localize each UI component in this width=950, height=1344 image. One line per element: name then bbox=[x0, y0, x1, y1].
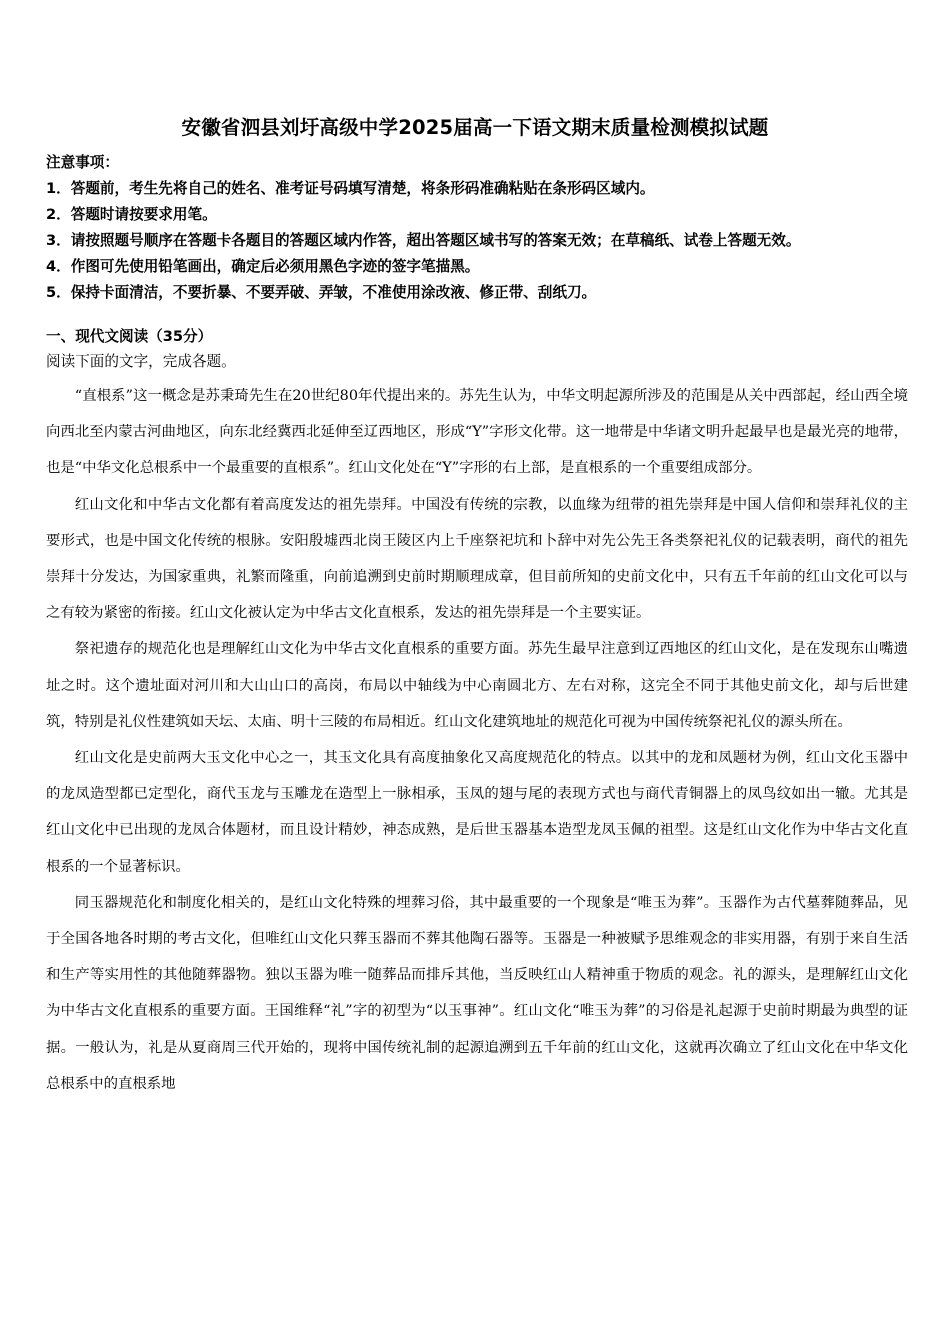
exam-title: 安徽省泗县刘圩高级中学2025届高一下语文期末质量检测模拟试题 bbox=[181, 116, 769, 139]
notice-item: 1．答题前，考生先将自己的姓名、准考证号码填写清楚，将条形码准确粘贴在条形码区域内。 bbox=[46, 180, 655, 197]
reading-passage bbox=[46, 378, 908, 1102]
passage-paragraph: 红山文化是史前两大玉文化中心之一，其玉文化具有高度抽象化又高度规范化的特点。以其中的龙和凤题材为例，红山文化玉器中的龙凤造型都已定型化，商代玉龙与玉雕龙在造型上一脉相承，玉凤的翅与尾的表现方式也与商代青铜器上的凤鸟纹如出一辙。尤其是红山文化中已出现的龙凤合体题材，而且设计精妙，神态成熟，是后世玉器基本造型龙凤玉佩的祖型。这是红山文化作为中华古文化直根系的一个显著标识。 bbox=[46, 750, 908, 875]
notice-item: 4．作图可先使用铅笔画出，确定后必须用黑色字迹的签字笔描黑。 bbox=[46, 258, 480, 275]
passage-paragraph: 红山文化和中华古文化都有着高度发达的祖先崇拜。中国没有传统的宗教，以血缘为纽带的祖先崇拜是中国人信仰和崇拜礼仪的主要形式，也是中国文化传统的根脉。安阳殷墟西北岗王陵区内上千座祭祀坑和卜辞中对先公先王各类祭祀礼仪的记载表明，商代的祖先崇拜十分发达，为国家重典，礼繁而隆重，向前追溯到史前时期顺理成章，但目前所知的史前文化中，只有五千年前的红山文化可以与之有较为紧密的衔接。红山文化被认定为中华古文化直根系，发达的祖先崇拜是一个主要实证。 bbox=[46, 496, 908, 622]
passage-paragraph: “直根系”这一概念是苏秉琦先生在20世纪80年代提出来的。苏先生认为，中华文明起源所涉及的范围是从关中西部起，经山西全境向西北至内蒙古河曲地区，向东北经冀西北延伸至辽西地区，形成“Y”字形文化带。这一地带是中华诸文明升起最早也是最光亮的地带，也是“中华文化总根系中一个最重要的直根系”。红山文化处在“Y”字形的右上部，是直根系的一个重要组成部分。 bbox=[46, 388, 908, 477]
section-heading: 一、现代文阅读（35分） bbox=[46, 328, 213, 345]
notice-item: 3．请按照题号顺序在答题卡各题目的答题区域内作答，超出答题区域书写的答案无效；在草稿纸、试卷上答题无效。 bbox=[46, 232, 801, 249]
reading-instruction: 阅读下面的文字，完成各题。 bbox=[46, 353, 236, 370]
notice-block bbox=[46, 150, 916, 306]
passage-paragraph: 同玉器规范化和制度化相关的，是红山文化特殊的埋葬习俗，其中最重要的一个现象是“唯玉为葬”。玉器作为古代墓葬随葬品，见于全国各地各时期的考古文化，但唯红山文化只葬玉器而不葬其他陶石器等。玉器是一种被赋予思维观念的非实用器，有别于来自生活和生产等实用性的其他随葬器物。独以玉器为唯一随葬品而排斥其他，当反映红山人精神重于物质的观念。礼的源头，是理解红山文化为中华古文化直根系的重要方面。王国维释“礼”字的初型为“以玉事神”。红山文化“唯玉为葬”的习俗是礼起源于史前时期最为典型的证据。一般认为，礼是从夏商周三代开始的，现将中国传统礼制的起源追溯到五千年前的红山文化，这就再次确立了红山文化在中华文化总根系中的直根系地 bbox=[46, 894, 908, 1092]
notice-item: 5．保持卡面清洁，不要折暴、不要弄破、弄皱，不准使用涂改液、修正带、刮纸刀。 bbox=[46, 284, 597, 301]
passage-paragraph: 祭祀遗存的规范化也是理解红山文化为中华古文化直根系的重要方面。苏先生最早注意到辽西地区的红山文化，是在发现东山嘴遗址之时。这个遗址面对河川和大山山口的高岗，布局以中轴线为中心南圆北方、左右对称，这完全不同于其他史前文化，却与后世建筑，特别是礼仪性建筑如天坛、太庙、明十三陵的布局相近。红山文化建筑地址的规范化可视为中国传统祭祀礼仪的源头所在。 bbox=[46, 641, 908, 730]
notice-item: 2．答题时请按要求用笔。 bbox=[46, 206, 217, 223]
notice-heading: 注意事项： bbox=[46, 154, 119, 171]
